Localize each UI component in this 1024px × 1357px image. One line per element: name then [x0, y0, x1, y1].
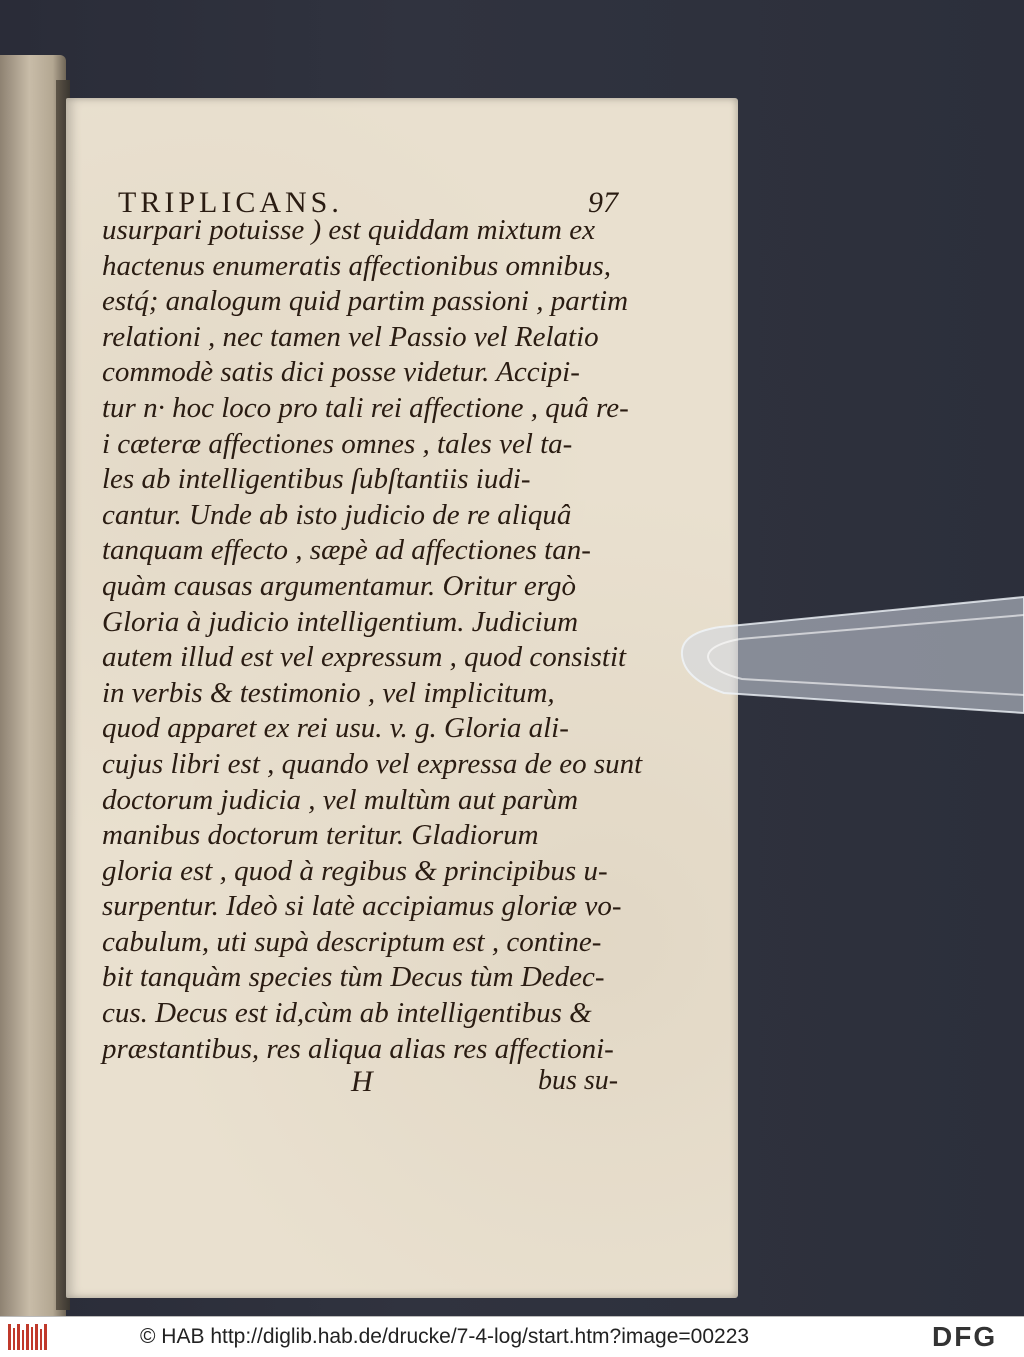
- text-line: tanquam effecto , sæpè ad affectiones tan-: [102, 534, 591, 567]
- dfg-logo: DFG: [932, 1321, 998, 1352]
- text-line: tur n· hoc loco pro tali rei affectione , quâ re-: [102, 391, 629, 424]
- text-line: relationi , nec tamen vel Passio vel Relatio: [102, 320, 599, 353]
- text-line: bit tanquàm species tùm Decus tùm Dedec-: [102, 961, 605, 994]
- text-line: cujus libri est , quando vel expressa de eo sunt: [102, 747, 643, 780]
- text-line: doctorum judicia , vel multùm aut parùm: [102, 783, 579, 816]
- text-line: cus. Decus est id,cùm ab intelligentibus &: [102, 997, 592, 1030]
- text-line: Gloria à judicio intelligentium. Judicium: [102, 605, 579, 638]
- text-line: estq́; analogum quid partim passioni , partim: [102, 285, 629, 318]
- running-title: TRIPLICANS.: [118, 186, 343, 219]
- text-line: autem illud est vel expressum , quod consistit: [102, 641, 627, 674]
- text-line: usurpari potuisse ) est quiddam mixtum ex: [102, 214, 595, 246]
- text-line: præstantibus, res aliqua alias res affectioni-: [102, 1032, 614, 1065]
- text-line: cantur. Unde ab isto judicio de re aliquâ: [102, 498, 572, 531]
- text-line: surpentur. Ideò si latè accipiamus gloriæ vo-: [102, 890, 622, 923]
- text-line: hactenus enumeratis affectionibus omnibus,: [102, 249, 612, 282]
- page-number: 97: [588, 186, 618, 219]
- text-line: cabulum, uti supà descriptum est , contine-: [102, 925, 602, 958]
- text-line: in verbis & testimonio , vel implicitum,: [102, 676, 555, 709]
- text-line: les ab intelligentibus ſubſtantiis iudi-: [102, 463, 531, 496]
- hab-barcode-logo-icon: [6, 1322, 50, 1352]
- text-line: manibus doctorum teritur. Gladiorum: [102, 819, 539, 852]
- book-page: [66, 98, 738, 1298]
- viewer-footer: [0, 1316, 1024, 1357]
- copyright-link[interactable]: © HAB http://diglib.hab.de/drucke/7-4-log/start.htm?image=00223: [140, 1325, 750, 1348]
- signature-mark: H: [351, 1065, 373, 1098]
- text-line: quàm causas argumentamur. Oritur ergò: [102, 569, 576, 602]
- page-text: [102, 213, 643, 1067]
- text-line: quod apparet ex rei usu. v. g. Gloria ali-: [102, 712, 569, 745]
- page-clip: [680, 595, 1024, 715]
- text-line: gloria est , quod à regibus & principibus u-: [102, 854, 608, 887]
- text-line: commodè satis dici posse videtur. Accipi-: [102, 356, 580, 389]
- catchword: bus su-: [538, 1065, 619, 1096]
- text-line: i cæteræ affectiones omnes , tales vel ta-: [102, 427, 573, 460]
